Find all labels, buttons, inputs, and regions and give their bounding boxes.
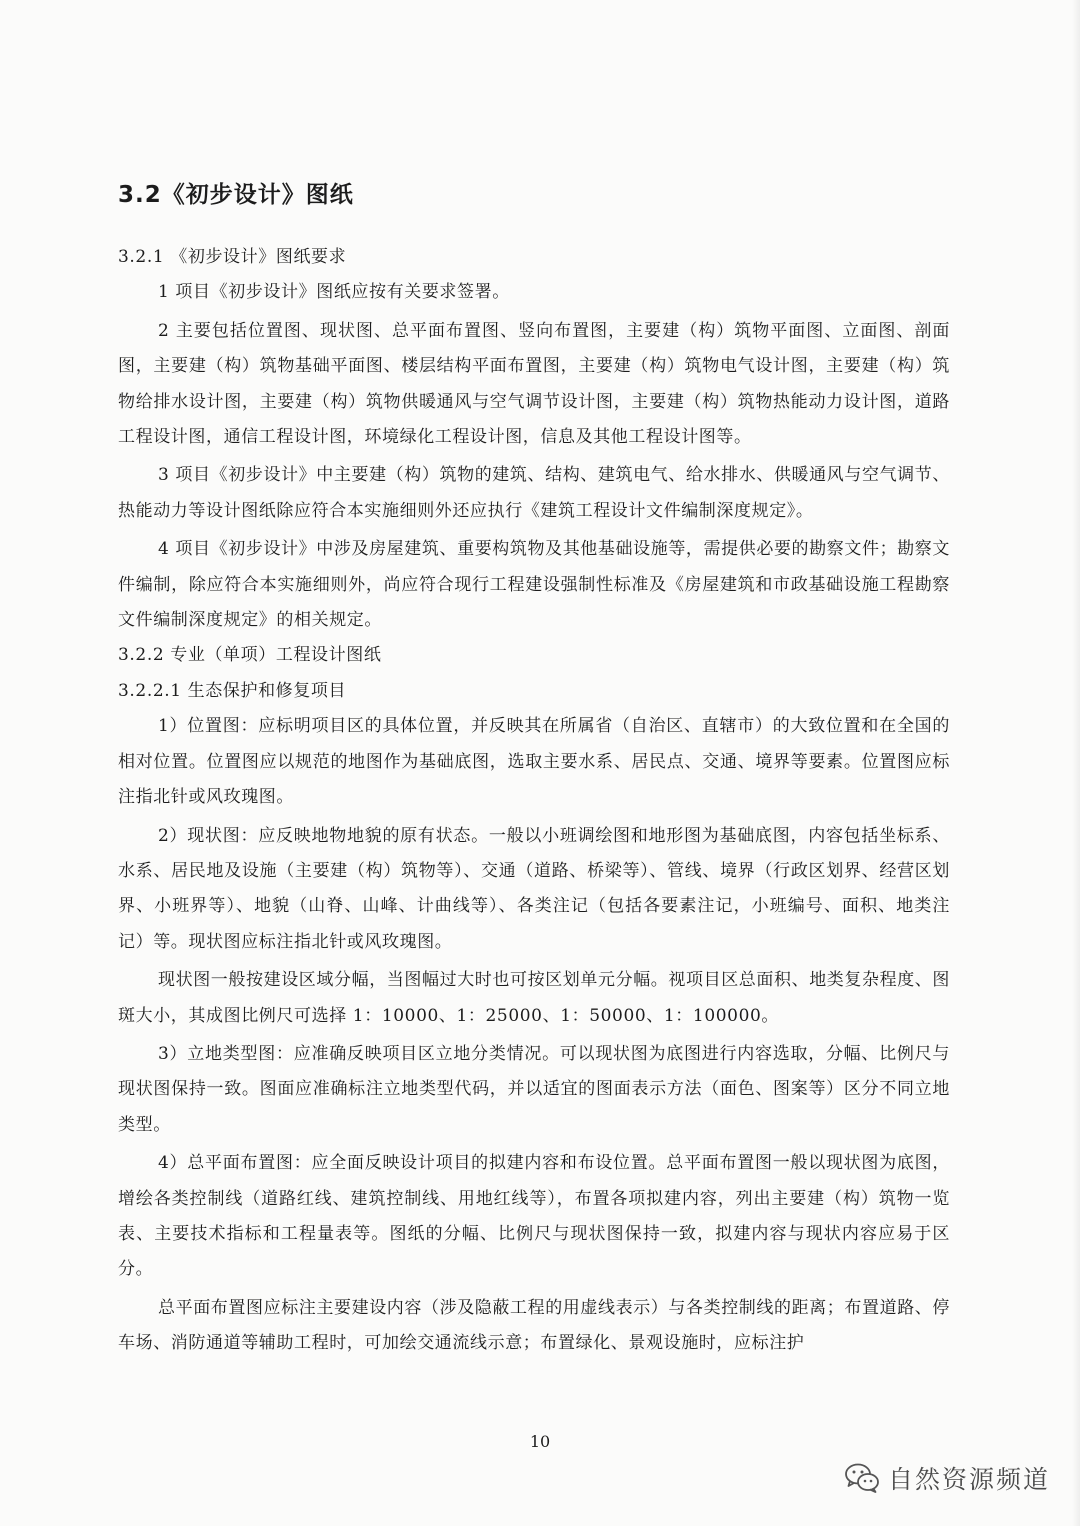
paragraph: 4 项目《初步设计》中涉及房屋建筑、重要构筑物及其他基础设施等，需提供必要的勘察文件；勘察文件编制，除应符合本实施细则外，尚应符合现行工程建设强制性标准及《房屋建筑和市政基础设施工程勘察文件编制深度规定》的相关规定。 xyxy=(118,539,950,631)
subsection-heading: 3.2.1 《初步设计》图纸要求 xyxy=(118,247,347,267)
paragraph: 1 项目《初步设计》图纸应按有关要求签署。 xyxy=(158,282,510,303)
paragraph: 1）位置图：应标明项目区的具体位置，并反映其在所属省（自治区、直辖市）的大致位置和在全国的相对位置。位置图应以规范的地图作为基础底图，选取主要水系、居民点、交通、境界等要素。位置图应标注指北针或风玫瑰图。 xyxy=(118,716,950,808)
page-number: 10 xyxy=(529,1432,551,1451)
section-title: 3.2《初步设计》图纸 xyxy=(118,182,354,208)
scan-shadow xyxy=(1072,0,1080,1526)
paragraph: 2）现状图：应反映地物地貌的原有状态。一般以小班调绘图和地形图为基础底图，内容包括坐标系、水系、居民地及设施（主要建（构）筑物等）、交通（道路、桥梁等）、管线、境界（行政区划界、经营区划界、小班界等）、地貌（山脊、山峰、计曲线等）、各类注记（包括各要素注记，小班编号、面积、地类注记）等。现状图应标注指北针或风玫瑰图。 xyxy=(118,825,950,952)
watermark xyxy=(844,1458,1050,1498)
paragraph: 现状图一般按建设区域分幅，当图幅过大时也可按区划单元分幅。视项目区总面积、地类复杂程度、图斑大小，其成图比例尺可选择 1：10000、1：25000、1：50000、1：100000。 xyxy=(118,970,950,1026)
subsection-heading: 3.2.2.1 生态保护和修复项目 xyxy=(118,680,347,701)
subsection-heading: 3.2.2 专业（单项）工程设计图纸 xyxy=(118,645,382,666)
paragraph: 总平面布置图应标注主要建设内容（涉及隐蔽工程的用虚线表示）与各类控制线的距离；布置道路、停车场、消防通道等辅助工程时，可加绘交通流线示意；布置绿化、景观设施时，应标注护 xyxy=(118,1297,950,1354)
paragraph: 4）总平面布置图：应全面反映设计项目的拟建内容和布设位置。总平面布置图一般以现状图为底图，增绘各类控制线（道路红线、建筑控制线、用地红线等），布置各项拟建内容，列出主要建（构）筑物一览表、主要技术指标和工程量表等。图纸的分幅、比例尺与现状图保持一致，拟建内容与现状内容应易于区分。 xyxy=(118,1153,950,1280)
wechat-icon xyxy=(844,1462,880,1494)
watermark-text: 自然资源频道 xyxy=(887,1465,1050,1494)
paragraph: 3 项目《初步设计》中主要建（构）筑物的建筑、结构、建筑电气、给水排水、供暖通风与空气调节、热能动力等设计图纸除应符合本实施细则外还应执行《建筑工程设计文件编制深度规定》。 xyxy=(118,465,950,521)
paragraph: 2 主要包括位置图、现状图、总平面布置图、竖向布置图，主要建（构）筑物平面图、立面图、剖面图，主要建（构）筑物基础平面图、楼层结构平面布置图，主要建（构）筑物电气设计图，主要建（构）筑物给排水设计图，主要建（构）筑物供暖通风与空气调节设计图，主要建（构）筑物热能动力设计图，道路工程设计图，通信工程设计图，环境绿化工程设计图，信息及其他工程设计图等。 xyxy=(118,320,950,448)
body-text xyxy=(118,240,950,1362)
paragraph: 3）立地类型图：应准确反映项目区立地分类情况。可以现状图为底图进行内容选取，分幅、比例尺与现状图保持一致。图面应准确标注立地类型代码，并以适宜的图面表示方法（面色、图案等）区分不同立地类型。 xyxy=(118,1043,950,1135)
